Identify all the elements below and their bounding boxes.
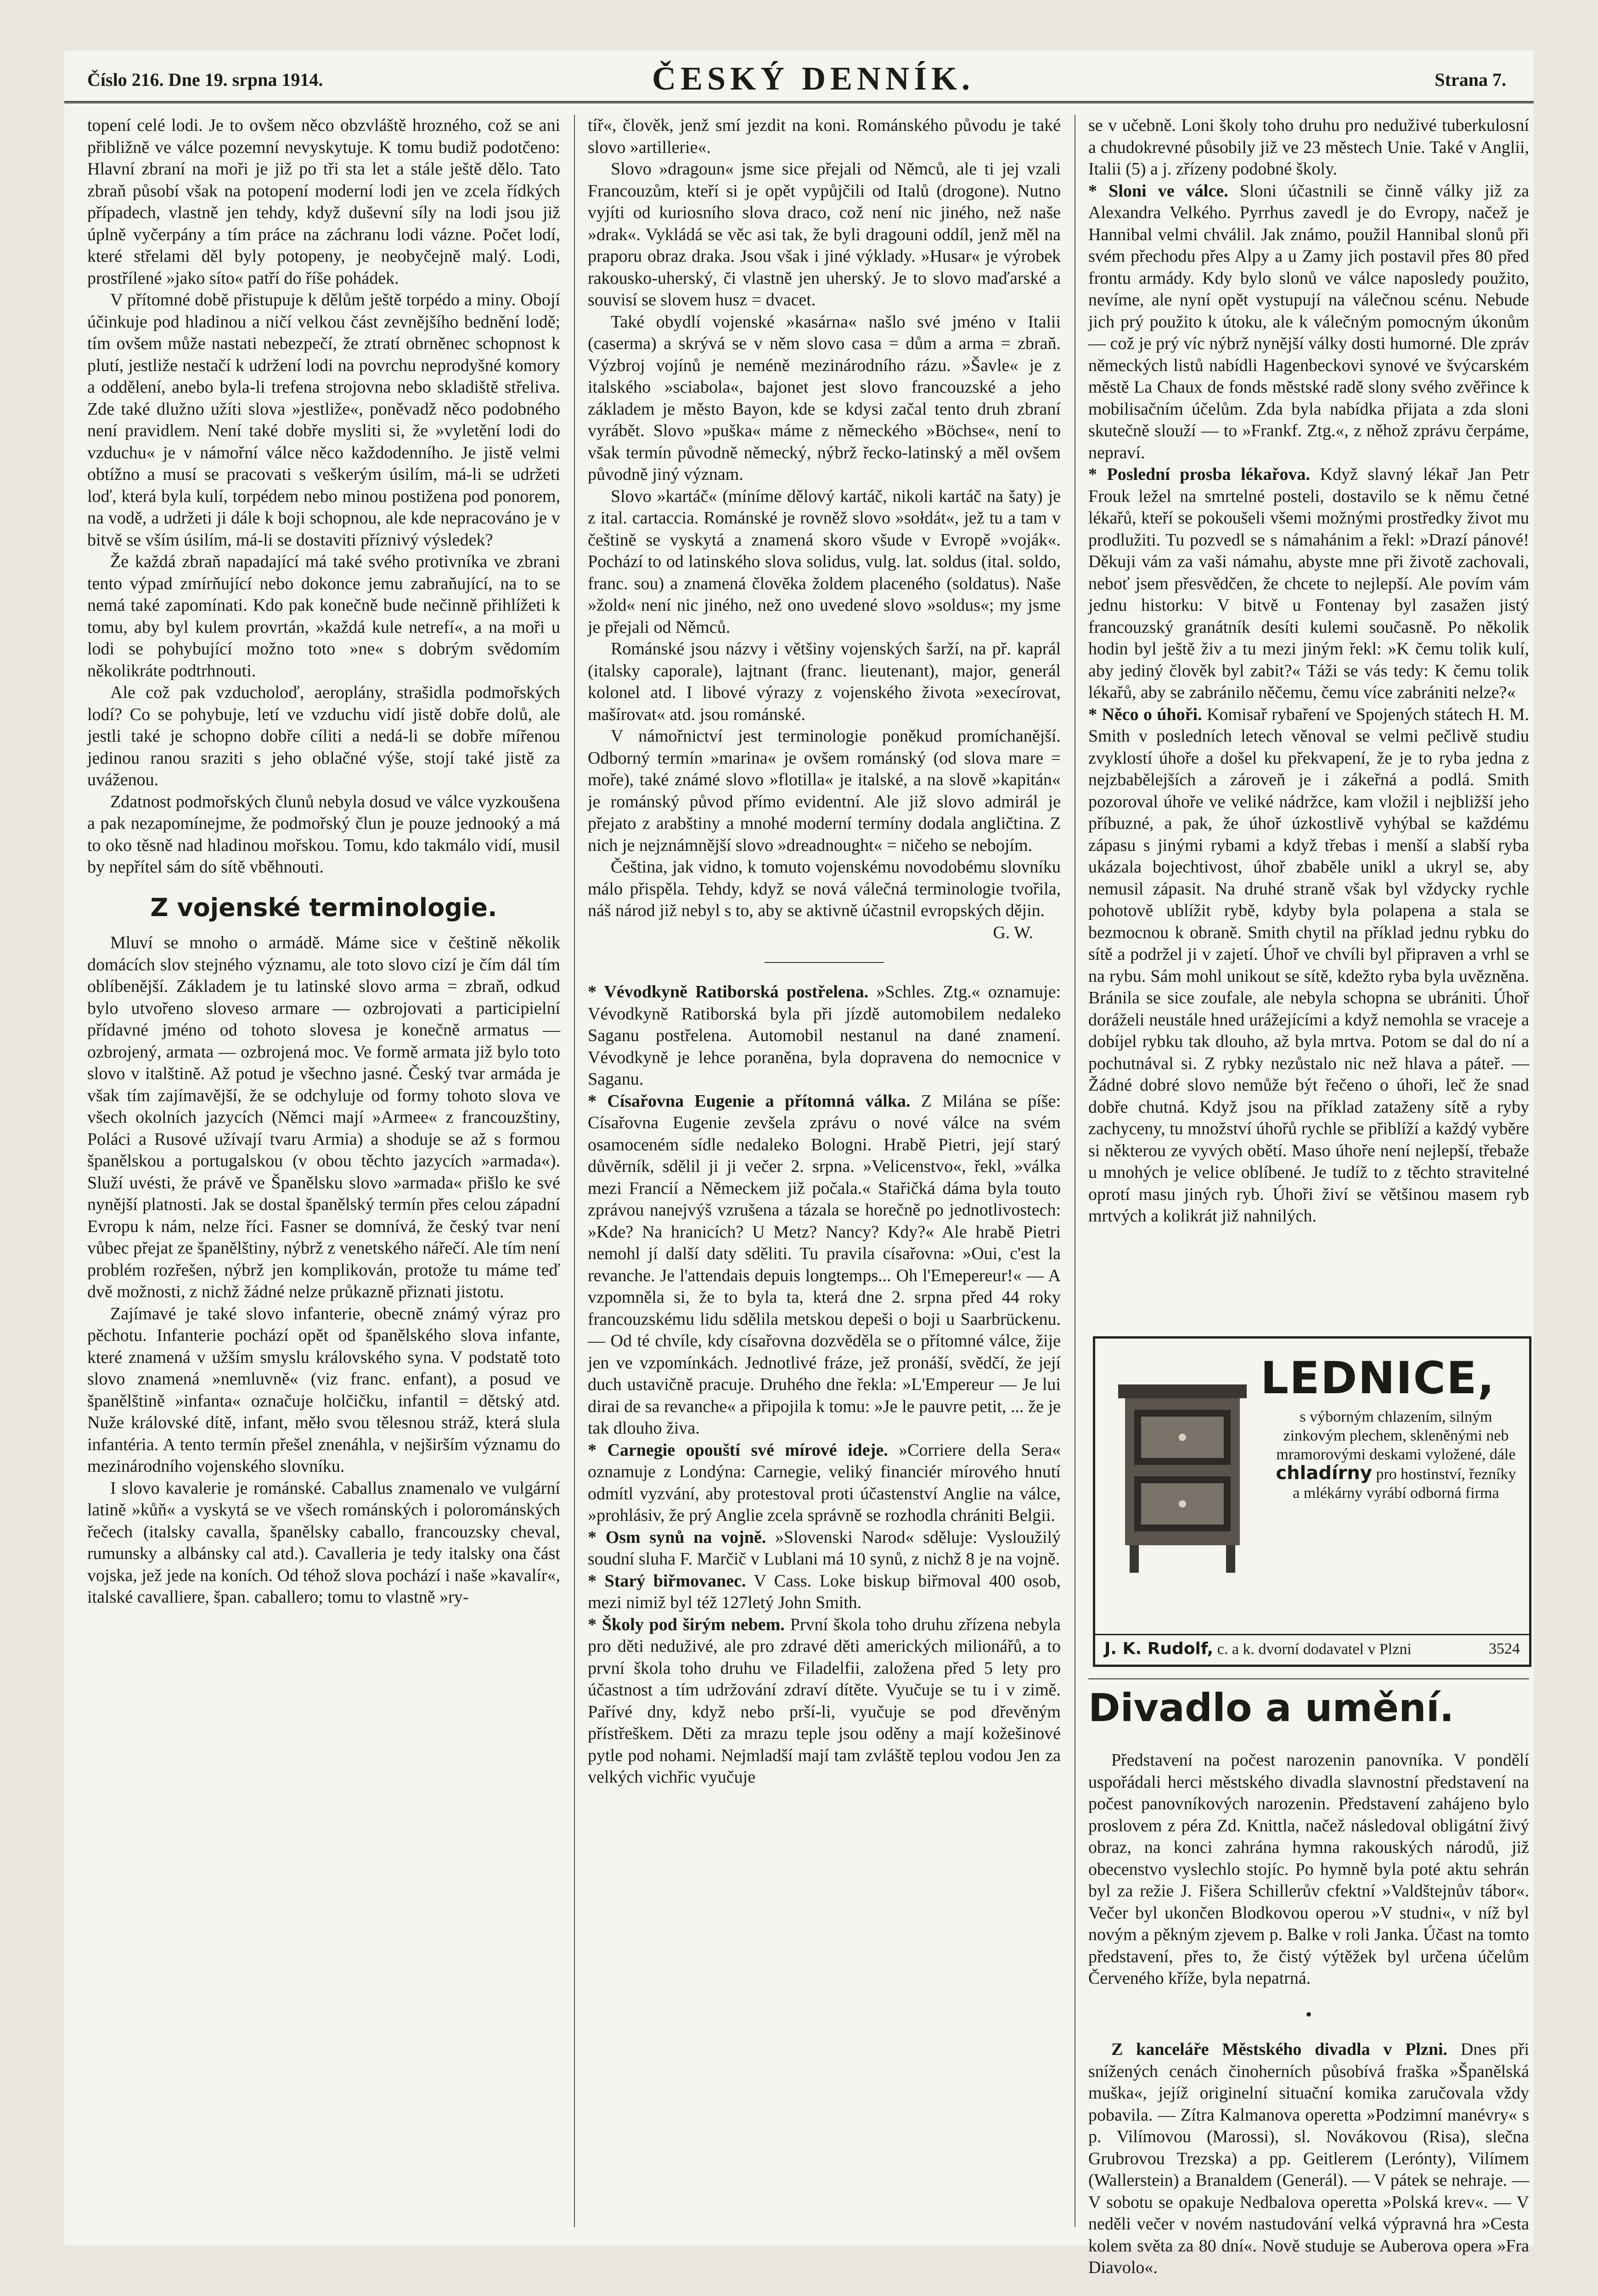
headline-theatre: Divadlo a umění.	[1088, 1685, 1454, 1730]
news-text: »Slovenski Narod« sděluje: Vysloužilý soudní sluha F. Marčič v Lublani má 10 synů, z nichž 8 je na vojně.	[588, 1527, 1061, 1569]
section-rule	[1088, 1678, 1529, 1679]
news-item	[588, 1527, 1061, 1570]
ad-text-2: pro hostinství, řezníky a mlékárny vyrábí odborná firma	[1293, 1466, 1516, 1502]
news-lead: * Osm synů na vojně.	[588, 1527, 766, 1547]
news-item	[1088, 464, 1529, 704]
news-lead: * Sloni ve válce.	[1088, 181, 1228, 201]
advertisement-lednice	[1093, 1336, 1531, 1667]
ad-title: LEDNICE,	[1260, 1352, 1495, 1404]
theatre-paragraph	[1088, 2039, 1529, 2279]
news-briefs	[588, 981, 1061, 1789]
ad-firm-note: c. a k. dvorní dodavatel v Plzni	[1217, 1641, 1412, 1658]
theatre-text: Dnes při snížených cenách činoherních působívá fraška »Španělská muška«, jejíž originelní situační komika zaručovala vždy pobavila. — Zítra Kalmanova operetta »Podzimní manévry« s p. Vilímovou (Marossi), sl. Novákovou (Risa), slečna Grubrovou Trezska) a pp. Geitlerem (Lerónty), Vilímem (Wallerstein) a Branaldem (Generál). — V pátek se nehraje. — V sobotu se opakuje Nedbalova operetta »Polská krev«. — V neděli večer v novém nastudování velká výpravná hra »Cesta kolem světa za 80 dní«. Nově studuje se Auberova opera »Fra Diavolo«.	[1088, 2040, 1530, 2277]
newspaper-page	[64, 51, 1534, 2277]
news-text: »Corriere della Sera« oznamuje z Londýna: Carnegie, veliký financiér mírového hnutí odmítl vyzvání, aby protestoval proti účastenství Anglie na válce, »prohlásiv, že prý Anglie zcela správně se rozhodla chrániti Belgii.	[588, 1440, 1061, 1525]
news-item	[588, 1570, 1061, 1614]
article-paragraph: Slovo »kartáč« (míníme dělový kartáč, nikoli kartáč na šaty) je z ital. cartaccia. Románské je rovněž slovo »sołdát«, jež tu a tam v češtině se vyskytá a znamená skoro všude v Evropě »voják«. Pochází to od latinského slova solidus, vulg. lat. soldus (ital. soldo, franc. sou) a znamená člověka žoldem placeného (soldatus). Naše »žold« není nic jiného, než ono uvedené slovo »soldus«; my jsme je přejali od Němců.	[588, 486, 1061, 637]
news-item	[1088, 704, 1529, 1227]
article-paragraph: Že každá zbraň napadající má také svého protivníka ve zbrani tento výpad zmírňující nebo dokonce jemu zabraňující, na to se nemá také zapomínati. Kdo pak konečně bude nečinně přihlížeti k tomu, aby byl kulem provrtán, »každá kule netrefí«, a na moři u lodi se pohybující možno toto »ne« s dobrým svědomím několikráte podtrhnouti.	[87, 552, 560, 681]
news-lead: * Císařovna Eugenie a přítomná válka.	[588, 1091, 911, 1111]
news-text: »Schles. Ztg.« oznamuje: Vévodkyně Ratiborská byla při jízdě automobilem nedaleko Saganu postřelena. Automobil nestanul na dané znamení. Vévodkyně je lehce poraněna, byla dopravena do nemocnice v Saganu.	[588, 982, 1061, 1089]
article-paragraph: Slovo »dragoun« jsme sice přejali od Němců, ale ti jej vzali Francouzům, kteří si je opět vypůjčili od Italů (drogone). Nutno vyjíti od kuriosního slova draco, což není nic jiného, než naše »drak«. Vykládá se věc asi tak, že byli dragouni oddíl, jenž měl na praporu obraz draka. Jsou však i jiné výklady. »Husar« je výrobek rakousko-uherský, či vlastně jen uherský. Je to slovo maďarské a souvisí se slovem husz = dvacet.	[588, 159, 1061, 310]
article-paragraph: topení celé lodi. Je to ovšem něco obzvláště hrozného, což se ani přibližně ve válce pozemní nevyskytuje. K tomu budiž podotčeno: Hlavní zbraní na moři je již po tři sta let a stále ještě dělo. Tato zbraň působí však na potopení moderní lodi jen ve zcela řídkých případech, vlastně jen tehdy, když duševní síly na lodi jsou již úplně vyčerpány a tím práce na záchranu lodi vázne. Počet lodí, které střelami děl byly potopeny, je neobyčejně malý. Lodi, prostřílené »jako síto« patří do říše pohádek.	[87, 116, 560, 288]
news-lead: * Starý biřmovanec.	[588, 1571, 746, 1591]
masthead	[64, 51, 1534, 103]
ad-text-bold: chladírny	[1276, 1463, 1372, 1484]
separator-dot: •	[1305, 2003, 1312, 2025]
news-item	[588, 1440, 1061, 1527]
news-text: Když slavný lékař Jan Petr Frouk ležel na smrtelné posteli, dostavilo se k němu četné lékařů, kteří se pokoušeli všemi možnými prostředky život mu prodlužiti. Tu pozvedl se s námahánim a řekl: »Drazí pánové! Děkuji vám za vaši námahu, abyste mne při životě zachovali, neboť jsem přesvědčen, že chcete to nejlepší. Ale povím vám jednu historku: V bitvě u Fontenay byl zasažen jistý francouzský granátník desíti kulemi současně. Po několik hodin byl ještě živ a tu mezi jiným řekl: »K čemu tolik kulí, aby jediný člověk byl zabit?« Táži se vás tedy: K čemu tolik lékařů, aby se zabránilo něčemu, čemu více zabrániti nelze?«	[1088, 465, 1529, 702]
article-paragraph: Zdatnost podmořských člunů nebyla dosud ve válce vyzkoušena a pak nezapomínejme, že podmořský člun je pouze jednooký a má to oko těsně nad hladinou mořskou. Tomu, kdo takmálo vidí, musil by nepřítel sám do sítě vběhnouti.	[87, 792, 560, 877]
news-item	[588, 981, 1061, 1091]
article-paragraph: V přítomné době přistupuje k dělům ještě torpédo a miny. Obojí účinkuje pod hladinou a ničí velkou část zevnějšího bednění lodě; tím ovšem může nastati nebezpečí, že ztratí obrněnec schopnost k plutí, jestliže nestačí k udržení lodi na povrchu neprodyšné komory a oddělení, anebo byla-li trefena strojovna nebo skladiště střeliva. Zde také dlužno užíti slova »jestliže«, poněvadž něco podobného není pravidlem. Není také dobře mysliti si, že »vyletění lodi do vzduchu« je v námořní válce něco každodenního. Je jistě velmi obtížno a musí se pracovati s veškerým úsilím, má-li se udržeti loď, která byla kulí, torpédem nebo minou postižena pod ponorem, na vodě, a udržeti ji dále k boji schopnou, ale kde nepracováno je v bitvě se vším úsilím, má-li se dostaviti příznivý výsledek?	[87, 290, 560, 550]
issue-date: Číslo 216. Dne 19. srpna 1914.	[87, 69, 323, 90]
ad-firm: J. K. Rudolf,	[1104, 1639, 1214, 1658]
ad-code: 3524	[1489, 1640, 1520, 1657]
author-signature: G. W.	[993, 923, 1033, 942]
column-divider	[574, 115, 575, 2227]
theatre-lead: Z kanceláře Městského divadla v Plzni.	[1111, 2040, 1448, 2059]
news-item	[588, 1091, 1061, 1440]
news-text: V Cass. Loke biskup biřmoval 400 osob, mezi nimiž byl též 127letý John Smith.	[588, 1571, 1061, 1612]
article-paragraph: Čeština, jak vidno, k tomuto vojenskému novodobému slovníku málo přispěla. Tehdy, když se nová válečná terminologie tvořila, náš národ již nebyl s to, aby se aktivně účastnil evropských dějin.	[588, 857, 1061, 920]
article-paragraph: Také obydlí vojenské »kasárna« našlo své jméno v Italii (caserma) a skrývá se v něm slovo casa = dům a arma = zbraň. Výzbroj vojínů je neméně mezinárodního rázu. »Šavle« je z italského »sciabola«, bajonet jest slovo francouzské a jeho základem je město Bayon, kde se kdysi začal tento druh zbraní vyrábět. Slovo »puška« máme z německého »Böchse«, není to však termín původně německý, nýbrž řecko-latinský a měl ovšem původně jiný význam.	[588, 312, 1061, 484]
article-paragraph: Románské jsou názvy i většiny vojenských šarží, na př. kaprál (italsky caporale), lajtnant (franc. lieutenant), major, generál kolonel atd. I libové výrazy z vojenského života »execírovat, mašírovat« atd. jsou románské.	[588, 639, 1061, 724]
article-paragraph: se v učebně. Loni školy toho druhu pro neduživé tuberkulosní a chudokrevné působily již ve 23 městech Unie. Také v Anglii, Italii (5) a j. zřízeny podobné školy.	[1088, 116, 1529, 179]
news-item	[1088, 180, 1529, 464]
article-paragraph: I slovo kavalerie je románské. Caballus znamenalo ve vulgární latině »kůň« a vyskytá se ve všech románských i polorománských řečech (italsky cavalla, španělsky caballo, francouzsky cheval, rumunsky a albánsky cal atd.). Cavalleria je tedy italsky ona část vojska, jež jede na koních. Od téhož slova pochází i naše »kavalír«, italské cavalliere, špan. caballero; tomu to vlastně »ry-	[87, 1478, 560, 1607]
newspaper-title: ČESKÝ DENNÍK.	[652, 60, 975, 97]
theatre-section	[1088, 1750, 1529, 2279]
section-separator	[765, 962, 884, 963]
news-text: Komisař rybaření ve Spojených státech H. M. Smith v posledních letech věnoval se velmi pečlivě studiu zvyklostí úhoře a došel ku překvapení, že je to ryba jedna z nejzbabělejších a zároveň je i zákeřná a podlá. Smith pozoroval úhoře ve veliké nádržce, kam vložil i nejbližší jeho příbuzné, a pak, že úhoř úzkostlivě vyhýbal se každému zápasu s jinými rybami a když třebas i menší a slabší ryba ukázala bojechtivost, úhoř zbaběle unikl a ukryl se, aby nemusil zápasit. Na druhé straně však byl vždycky rychle pohotově ublížit rybě, kdyby byla polapena a stala se bezmocnou k obraně. Smith chytil na příklad jednu rybku do sítě a podržel ji v zajetí. Úhoř ve chvíli byl připraven a vrhl se na rybu. Sám mohl unikout se sítě, kdežto ryba byla uvězněna. Bránila se sice zoufale, ale nebyla schopna se ubrániti. Úhoř doráželi neustále hned urážejícími a když nemohla se vraceje a dobíjel rybku tak dlouho, až byla mrtva. Potom se dal do ní a pochutnával si. Z rybky nezůstalo nic než hlava a páteř. — Žádné dobré slovo nemůže být řečeno o úhoři, leč že snad dobře chutná. Když jsou na příklad zataženy sítě a ryby zachyceny, tu množství úhořů rychle se přiblíží a každý vyběre si některou ze vyvých obětí. Maso úhoře není nejlepší, třebaže u mnohých je velice oblíbené. Je tudíž to z těchto stravitelné oprotí masu jiných ryb. Úhoři živí se většinou masem ryb mrtvých a kolikrát již nahnilých.	[1088, 704, 1529, 1226]
headline-terminology: Z vojenské terminologie.	[150, 893, 497, 922]
news-lead: * Poslední prosba lékařova.	[1088, 465, 1310, 484]
news-text: Z Milána se píše: Císařovna Eugenie zevšela zprávu o nové válce na svém osamoceném sídle nedaleko Bologni. Hrabě Pietri, její starý důvěrník, sdělil ji ji večer 2. srpna. »Velicenstvo«, řekl, »válka mezi Francií a Německem již počala.« Stařičká dáma byla touto zprávou nanejvýš vzrušena a tázala se horečně po jednotlivostech: »Kde? Na hranicích? U Metz? Nancy? Kdy?« Ale hrabě Pietri nemohl jí další daty sděliti. Tu pravila císařovna: »Oui, c'est la revanche. Je l'attendais depuis longtemps... Oh l'Emepereur!« — A vzpomněla si, že to byla ta, která dne 2. srpna před 44 roky francouzskému lidu sdělila metskou depeši o boji u Saarbrückenu. — Od té chvíle, kdy císařovna dozvěděla se o přítomné válce, žije jen ve vzpomínkách. Jednotlivé fráze, jež pronáší, svědčí, že její duch ustavičně pracuje. Druhého dne řekla: »L'Empereur — Je lui dirai de sa revanche« a připojila k tomu: »Je le pauvre petit, ... že je tak dlouho živa.	[588, 1091, 1061, 1438]
news-lead: * Něco o úhoři.	[1088, 704, 1202, 724]
article-paragraph: Ale což pak vzducholoď, aeroplány, strašidla podmořských lodí? Co se pohybuje, letí ve vzduchu vidí jistě dobře dolů, ale jestli také je schopno dobře cíliti a nedá-li se dobře mířenou jedinou ranou sraziti s jeho oblačné výše, stojí také jistě za uváženou.	[87, 683, 560, 789]
theatre-paragraph: Představení na počest narozenin panovníka. V pondělí uspořádali herci městského divadla slavnostní představení na počest panovníkových narozenin. Představení zahájeno bylo proslovem z péra Zd. Knittla, načež následoval obligátní živý obraz, na konci zahrána hymna rakouských národů, již obecenstvo vyslechlo stojíc. Po hymně byla poté aktu sehrán byl za režie J. Fišera Schillerův cfektní »Valdštejnův tábor«. Večer byl ukončen Blodkovou operou »V studni«, v níž byl novým a pěkným zjevem p. Balke v roli Janka. Účast na tomto představení, přes to, že čistý výtěžek byl určena účelům Červeného kříže, byla nepatrná.	[1088, 1750, 1529, 1988]
article-paragraph: tíř«, člověk, jenž smí jezdit na koni. Románského původu je také slovo »artillerie«.	[588, 116, 1061, 157]
news-lead: * Carnegie opouští své mírové ideje.	[588, 1440, 888, 1460]
news-briefs	[1088, 180, 1529, 1227]
ad-body	[1272, 1407, 1520, 1503]
article-paragraph: Zajímavé je také slovo infanterie, obecně známý výraz pro pěchotu. Infanterie pochází opět od španělského slova infante, které znamená v užším smyslu královského syna. V podstatě toto slovo znamená »nemluvně« (viz franc. enfant), a posud ve španělštině »infanta« označuje holčičku, infantil = dětský atd. Nuže královské dítě, infant, měło svou tělesnou stráž, která slula infantéria. A tento termín přešel znenáhla, v nejširším významu do mezinárodního vojenského slovníku.	[87, 1304, 560, 1476]
page-number: Strana 7.	[1435, 69, 1506, 90]
article-paragraph: V námořnictví jest terminologie poněkud promíchanější. Odborný termín »marina« je ovšem románský (od slova mare = moře), také známé slovo »flotilla« je italské, a na slově »kapitán« je románský původ přímo evidentní. Ale již slovo admirál je přejato z arabštiny a mnohé moderní termíny dodala angličtina. Z nich je nejznámnější slovo »dreadnought« = ničeho se nebojím.	[588, 726, 1061, 855]
column-1	[87, 115, 560, 1609]
column-2	[588, 115, 1061, 1789]
news-item	[588, 1614, 1061, 1789]
ad-text-1: s výborným chlazením, silným zinkovým plechem, skleněnými neb mramorovými deskami vyložené, dále	[1276, 1408, 1516, 1463]
news-lead: * Školy pod širým nebem.	[588, 1615, 785, 1634]
icebox-illustration-icon	[1114, 1366, 1251, 1582]
ad-footer	[1095, 1634, 1529, 1665]
column-3	[1088, 115, 1529, 1227]
news-lead: * Vévodkyně Ratiborská postřelena.	[588, 982, 869, 1002]
news-text: První škola toho druhu zřízena nebyla pro děti neduživé, ale pro zdravé děti amerických milionářů, a to první škola toho druhu ve Filadelfii, založena před 5 lety pro účastnost a tím udržování zdraví dítěte. Vyučuje se tu i v zimě. Pařívé dny, když nebo prší-li, vyučuje se pod dřevěným přístřeškem. Děti za mrazu teple jsou oděny a mají kožešinové pytle pod nohami. Nejmladší mají tam zvláště teplou vodou Jen za velkých vichřic vyučuje	[588, 1615, 1061, 1787]
article-paragraph: Mluví se mnoho o armádě. Máme sice v češtině několik domácích slov stejného významu, ale toto slovo cizí je čím dál tím oblíbenější. Základem je tu latinské slovo arma = zbraň, odkud bylo utvořeno sloveso armare — ozbrojovati a participielní přídavné jméno od tohoto slovesa je konečně armatus — ozbrojený, armata — ozbrojená moc. Ve formě armata již bylo toto slovo v italštině. Až potud je všechno jasné. Český tvar armáda je však tím zajímavější, že se odchyluje od formy tohoto slova ve všech okolních jazycích (Němci mají »Armee« z francouzštiny, Poláci a Rusové užívají tvaru Armia) a shoduje se až s formou španělskou a portugalskou (v obou těchto jazycích »armada«). Služí uvésti, že právě ve Španělsku slovo »armada« přišlo ke své nynější platnosti. Jak se dostal španělský termín přes celou západní Evropu k nám, nelze říci. Fasner se domnívá, že český tvar není vůbec přejat ze španělštiny, nýbrž z venetského nářečí. Ale tím není problém rozřešen, nýbrž jen komplikován, protože tu máme teď dvě možnosti, z nichž žádné nelze průkazně přiznati jistotu.	[87, 933, 560, 1301]
news-text: Sloni účastnili se činně války již za Alexandra Velkého. Pyrrhus zavedl je do Evropy, načež je Hannibal velmi chválil. Jak známo, použil Hannibal slonů při svém přechodu přes Alpy a u Zamy jich postavil přes 80 před frontu armády. Kdy bylo slonů ve válce naposledy použito, nevíme, ale nyní opět vystupují na válečnou scénu. Nebude jich prý použito k útoku, ale k válečným pomocným úkonům — což je prý víc nýbrž nynější války dosti humorné. Dle zpráv německých listů nabídli Hagenbeckovi synové ve švýcarském městě La Chaux de fonds městské radě slony svého zvěřince k mobilisačním účelům. Zda byla nabídka přijata a zda sloni skutečně slouží — to »Frankf. Ztg.«, z něhož zprávu čerpáme, nepraví.	[1088, 181, 1529, 462]
